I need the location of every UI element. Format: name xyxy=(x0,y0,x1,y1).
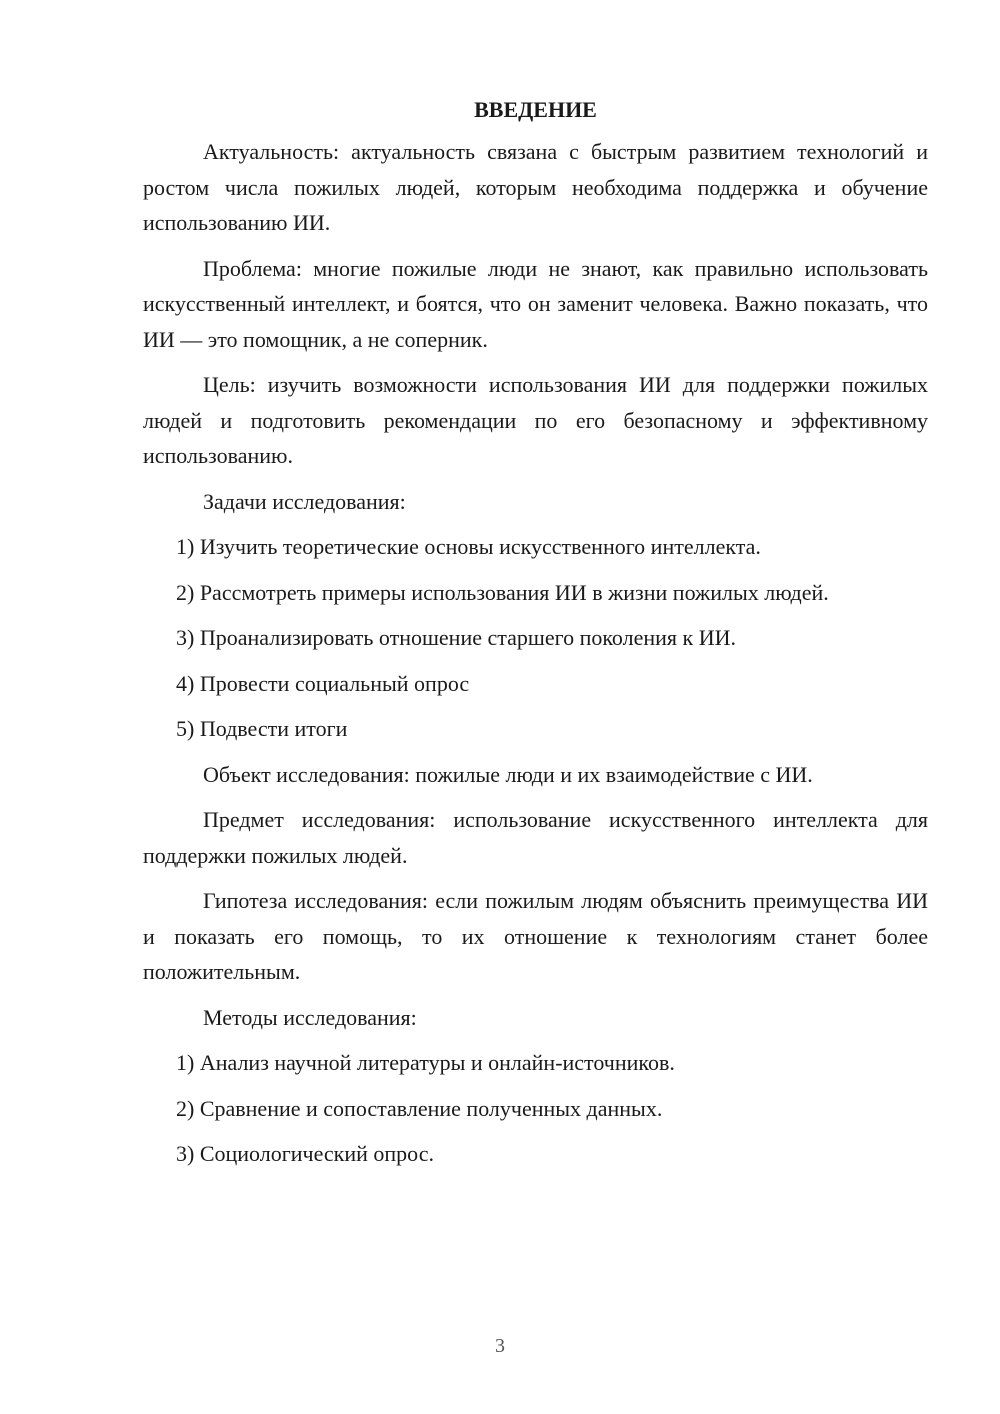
hypothesis-paragraph: Гипотеза исследования: если пожилым людям объяснить преимущества ИИ и показать его помощь, то их отношение к технологиям станет более положительным. xyxy=(143,888,928,984)
method-item: 3) Социологический опрос. xyxy=(176,1141,434,1166)
goal-paragraph: Цель: изучить возможности использования ИИ для поддержки пожилых людей и подготовить рекомендации по его безопасному и эффективному использованию. xyxy=(143,372,928,468)
page-number: 3 xyxy=(495,1335,505,1357)
task-item: 3) Проанализировать отношение старшего поколения к ИИ. xyxy=(176,625,737,650)
subject-paragraph: Предмет исследования: использование искусственного интеллекта для поддержки пожилых людей. xyxy=(143,807,928,868)
problem-paragraph: Проблема: многие пожилые люди не знают, как правильно использовать искусственный интеллект, и боятся, что он заменит человека. Важно показать, что ИИ — это помощник, а не соперник. xyxy=(143,255,928,352)
task-item: 4) Провести социальный опрос xyxy=(176,670,470,696)
methods-list xyxy=(143,1045,928,1172)
tasks-heading: Задачи исследования: xyxy=(203,488,406,514)
task-item: 5) Подвести итоги xyxy=(176,716,348,741)
task-item: 2) Рассмотреть примеры использования ИИ в жизни пожилых людей. xyxy=(176,579,829,605)
section-title: ВВЕДЕНИЕ xyxy=(474,97,597,122)
object-paragraph: Объект исследования: пожилые люди и их взаимодействие с ИИ. xyxy=(203,761,813,787)
tasks-list xyxy=(143,529,928,747)
actuality-paragraph: Актуальность: актуальность связана с быстрым развитием технологий и ростом числа пожилых людей, которым необходима поддержка и обучение использованию ИИ. xyxy=(143,139,928,235)
document-page xyxy=(143,92,928,1182)
task-item: 1) Изучить теоретические основы искусственного интеллекта. xyxy=(176,534,761,559)
methods-heading: Методы исследования: xyxy=(203,1004,417,1030)
method-item: 1) Анализ научной литературы и онлайн-источников. xyxy=(176,1050,675,1075)
method-item: 2) Сравнение и сопоставление полученных данных. xyxy=(176,1095,663,1121)
